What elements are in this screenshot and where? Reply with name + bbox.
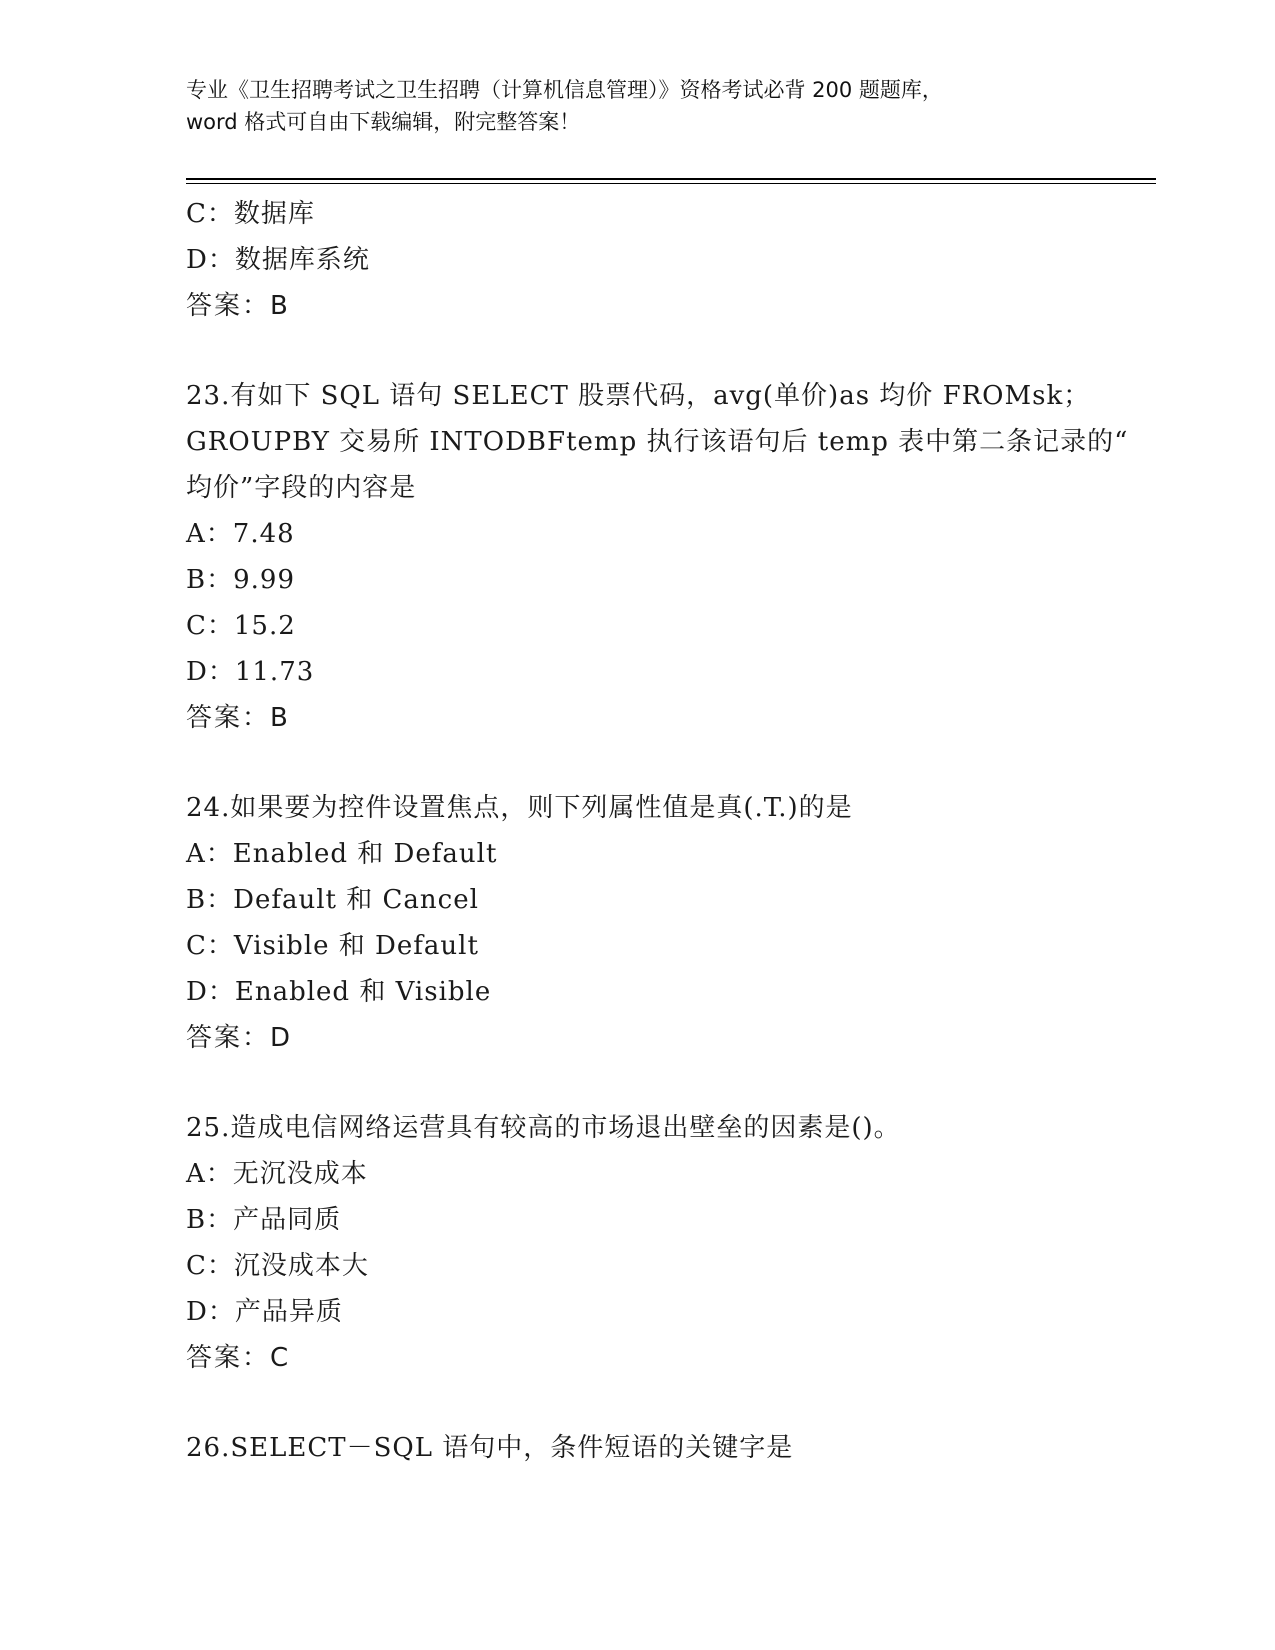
question-22-tail (186, 191, 1146, 329)
question-23 (186, 373, 1146, 741)
question-stem-line: 均价”字段的内容是 (186, 473, 417, 503)
option-line: C：15.2 (186, 611, 296, 641)
answer-line: 答案：B (186, 703, 290, 733)
header-title-line-2: word 格式可自由下载编辑，附完整答案！ (186, 110, 581, 134)
option-line: D：Enabled 和 Visible (186, 977, 492, 1007)
option-line: A：Enabled 和 Default (186, 839, 498, 869)
header-divider-thin (186, 183, 1156, 184)
option-line: A：无沉没成本 (186, 1159, 368, 1189)
option-line: C：Visible 和 Default (186, 931, 479, 961)
question-stem-line: 26.SELECT－SQL 语句中，条件短语的关键字是 (186, 1433, 794, 1463)
option-line: C：沉没成本大 (186, 1251, 369, 1281)
document-header (186, 74, 1106, 138)
answer-line: 答案：C (186, 1343, 291, 1373)
question-stem-line: 25.造成电信网络运营具有较高的市场退出壁垒的因素是()。 (186, 1113, 901, 1143)
question-stem-line: 23.有如下 SQL 语句 SELECT 股票代码，avg(单价)as 均价 FROMsk； (186, 381, 1091, 411)
question-stem-line: GROUPBY 交易所 INTODBFtemp 执行该语句后 temp 表中第二条记录的“ (186, 427, 1129, 457)
option-line: D：数据库系统 (186, 245, 370, 275)
question-stem-line: 24.如果要为控件设置焦点，则下列属性值是真(.T.)的是 (186, 793, 853, 823)
option-line: D：产品异质 (186, 1297, 343, 1327)
option-line: C：数据库 (186, 199, 315, 229)
question-list (186, 191, 1146, 1471)
option-line: A：7.48 (186, 519, 295, 549)
question-24 (186, 785, 1146, 1061)
option-line: D：11.73 (186, 657, 315, 687)
question-26 (186, 1425, 1146, 1471)
answer-line: 答案：B (186, 291, 290, 321)
header-divider-thick (186, 178, 1156, 180)
option-line: B：9.99 (186, 565, 295, 595)
option-line: B：产品同质 (186, 1205, 342, 1235)
answer-line: 答案：D (186, 1023, 293, 1053)
option-line: B：Default 和 Cancel (186, 885, 479, 915)
header-title-line-1: 专业《卫生招聘考试之卫生招聘（计算机信息管理）》资格考试必背 200 题题库， (186, 78, 943, 102)
question-25 (186, 1105, 1146, 1381)
